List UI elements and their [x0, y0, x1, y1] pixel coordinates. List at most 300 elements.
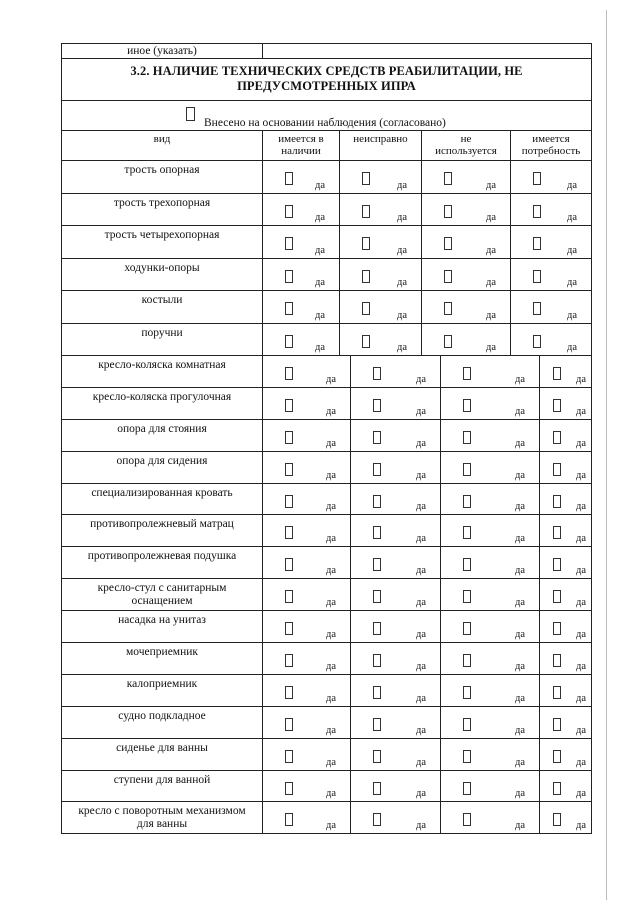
cell-unused — [440, 515, 539, 546]
item-name-line1: трость трехопорная — [113, 196, 211, 209]
table-row — [61, 547, 592, 579]
checkbox[interactable] — [362, 205, 370, 218]
checkbox[interactable] — [285, 237, 293, 250]
checkbox[interactable] — [553, 590, 561, 603]
cell-available — [262, 579, 350, 610]
cell-available — [262, 161, 339, 193]
cell-faulty — [350, 515, 440, 546]
table-row — [61, 324, 592, 357]
item-name-line1: калоприемник — [126, 677, 198, 690]
checkbox[interactable] — [285, 205, 293, 218]
yes-label: да — [314, 277, 325, 288]
yes-label: да — [575, 405, 586, 417]
checkbox[interactable] — [553, 813, 561, 826]
checkbox[interactable] — [373, 686, 381, 699]
checkbox[interactable] — [285, 270, 293, 283]
col-available-line1: имеется в — [278, 133, 324, 145]
checkbox[interactable] — [373, 558, 381, 571]
yes-label: да — [514, 501, 525, 513]
checkbox[interactable] — [285, 590, 293, 603]
checkbox[interactable] — [463, 750, 471, 763]
checkbox[interactable] — [285, 622, 293, 635]
yes-label: да — [325, 660, 336, 672]
yes-label: да — [314, 179, 325, 191]
yes-label: да — [575, 533, 586, 545]
item-name-line1: опора для стояния — [117, 422, 207, 435]
item-name — [62, 324, 262, 356]
col-unused-line1: не — [460, 133, 472, 145]
checkbox[interactable] — [362, 335, 370, 348]
cell-unused — [440, 484, 539, 515]
column-header-row — [61, 131, 592, 161]
cell-unused — [440, 802, 539, 833]
cell-needed — [539, 611, 591, 642]
item-name — [62, 291, 262, 323]
cell-needed — [539, 802, 591, 833]
yes-label: да — [314, 309, 325, 321]
checkbox[interactable] — [373, 431, 381, 444]
col-needed-line2: потребность — [521, 145, 581, 157]
yes-label: да — [485, 179, 496, 191]
checkbox[interactable] — [463, 526, 471, 539]
cell-available — [262, 739, 350, 770]
item-name — [62, 707, 262, 738]
cell-needed — [510, 259, 591, 291]
yes-label: да — [325, 724, 336, 736]
cell-needed — [539, 739, 591, 770]
checkbox[interactable] — [463, 654, 471, 667]
cell-needed — [510, 291, 591, 323]
item-name — [62, 547, 262, 578]
rows-group-a — [61, 161, 592, 356]
yes-label: да — [325, 437, 336, 449]
checkbox[interactable] — [373, 718, 381, 731]
checkbox[interactable] — [444, 270, 452, 283]
cell-needed — [539, 484, 591, 515]
cell-faulty — [339, 194, 421, 226]
item-name-line1: ступени для ванной — [113, 773, 211, 786]
yes-label: да — [514, 756, 525, 768]
cell-faulty — [350, 547, 440, 578]
item-name-line1: трость четырехопорная — [104, 229, 220, 241]
cell-faulty — [339, 226, 421, 258]
item-name-line1: кресло-коляска комнатная — [98, 359, 226, 371]
cell-faulty — [350, 643, 440, 674]
yes-label: да — [575, 660, 586, 672]
cell-needed — [539, 356, 591, 387]
cell-available — [262, 643, 350, 674]
cell-needed — [510, 194, 591, 226]
yes-label: да — [575, 629, 586, 641]
cell-available — [262, 707, 350, 738]
checkbox[interactable] — [533, 237, 541, 250]
cell-faulty — [339, 161, 421, 193]
yes-label: да — [396, 277, 407, 288]
checkbox[interactable] — [362, 302, 370, 315]
cell-unused — [440, 675, 539, 706]
col-needed-line1: имеется — [532, 133, 570, 145]
yes-label: да — [415, 565, 426, 577]
item-name — [62, 226, 262, 258]
item-name-line1: насадка на унитаз — [118, 614, 206, 627]
item-name-line1: мочеприемник — [126, 646, 198, 659]
cell-unused — [440, 579, 539, 610]
cell-unused — [440, 356, 539, 387]
yes-label: да — [314, 244, 325, 256]
cell-unused — [440, 388, 539, 419]
basis-label: Внесено на основании наблюдения (согласовано) — [204, 117, 446, 129]
cell-unused — [440, 547, 539, 578]
cell-faulty — [350, 739, 440, 770]
item-name — [62, 194, 262, 226]
checkbox[interactable] — [285, 367, 293, 380]
yes-label: да — [415, 660, 426, 672]
yes-label: да — [514, 692, 525, 704]
yes-label: да — [325, 692, 336, 704]
checkbox[interactable] — [285, 526, 293, 539]
cell-available — [262, 611, 350, 642]
checkbox[interactable] — [285, 302, 293, 315]
checkbox[interactable] — [553, 431, 561, 444]
yes-label: да — [314, 212, 325, 223]
cell-needed — [539, 452, 591, 483]
yes-label: да — [514, 437, 525, 449]
item-name — [62, 643, 262, 674]
checkbox[interactable] — [533, 302, 541, 315]
yes-label: да — [566, 342, 577, 353]
cell-unused — [440, 707, 539, 738]
yes-label: да — [396, 244, 407, 256]
item-name-line1: ходунки-опоры — [124, 261, 200, 274]
yes-label: да — [575, 469, 586, 481]
item-name — [62, 484, 262, 515]
yes-label: да — [415, 501, 426, 513]
table-row — [61, 739, 592, 771]
cell-unused — [421, 194, 510, 226]
item-name — [62, 161, 262, 193]
cell-available — [262, 324, 339, 356]
table-row — [61, 452, 592, 484]
checkbox[interactable] — [463, 590, 471, 603]
yes-label: да — [325, 629, 336, 641]
yes-label: да — [566, 277, 577, 288]
checkbox[interactable] — [373, 782, 381, 795]
yes-label: да — [325, 597, 336, 609]
yes-label: да — [514, 373, 525, 385]
cell-available — [262, 802, 350, 833]
col-needed — [510, 131, 591, 160]
cell-faulty — [350, 675, 440, 706]
checkbox[interactable] — [463, 813, 471, 826]
yes-label: да — [575, 788, 586, 800]
yes-label: да — [514, 533, 525, 545]
yes-label: да — [415, 724, 426, 736]
item-name-line1: специализированная кровать — [91, 486, 233, 499]
checkbox[interactable] — [533, 172, 541, 185]
item-name-line1: опора для сидения — [116, 454, 208, 467]
checkbox[interactable] — [533, 205, 541, 218]
table-row — [61, 802, 592, 834]
yes-label: да — [514, 565, 525, 577]
checkbox[interactable] — [553, 367, 561, 380]
checkbox[interactable] — [463, 463, 471, 476]
item-name — [62, 739, 262, 770]
checkbox[interactable] — [463, 686, 471, 699]
yes-label: да — [396, 342, 407, 353]
yes-label: да — [396, 309, 407, 321]
checkbox[interactable] — [553, 622, 561, 635]
checkbox[interactable] — [444, 302, 452, 315]
cell-available — [262, 771, 350, 802]
table-row — [61, 226, 592, 259]
yes-label: да — [325, 756, 336, 768]
checkbox[interactable] — [285, 750, 293, 763]
checkbox[interactable] — [444, 205, 452, 218]
cell-unused — [421, 259, 510, 291]
cell-unused — [440, 643, 539, 674]
yes-label: да — [415, 756, 426, 768]
item-name — [62, 579, 262, 610]
yes-label: да — [314, 342, 325, 353]
checkbox[interactable] — [373, 526, 381, 539]
table-row — [61, 675, 592, 707]
item-name-line2: оснащением — [131, 595, 193, 608]
checkbox[interactable] — [373, 622, 381, 635]
item-name-line1: противопролежневый матрац — [90, 518, 234, 531]
cell-faulty — [350, 579, 440, 610]
yes-label: да — [575, 756, 586, 768]
checkbox[interactable] — [362, 270, 370, 283]
item-name — [62, 388, 262, 419]
checkbox[interactable] — [463, 431, 471, 444]
checkbox[interactable] — [444, 172, 452, 185]
checkbox[interactable] — [553, 718, 561, 731]
item-name — [62, 259, 262, 291]
cell-needed — [539, 707, 591, 738]
other-input[interactable] — [262, 44, 591, 58]
section-title-line2: ПРЕДУСМОТРЕННЫХ ИПРА — [237, 79, 416, 93]
yes-label: да — [566, 244, 577, 256]
checkbox[interactable] — [373, 590, 381, 603]
checkbox[interactable] — [285, 172, 293, 185]
checkbox[interactable] — [533, 335, 541, 348]
cell-available — [262, 291, 339, 323]
item-name — [62, 802, 262, 833]
checkbox[interactable] — [373, 495, 381, 508]
checkbox[interactable] — [463, 558, 471, 571]
checkbox[interactable] — [553, 399, 561, 412]
item-name — [62, 452, 262, 483]
yes-label: да — [514, 660, 525, 672]
yes-label: да — [575, 373, 586, 385]
checkbox[interactable] — [533, 270, 541, 283]
item-name-line1: противопролежневая подушка — [87, 550, 237, 563]
yes-label: да — [575, 501, 586, 513]
cell-available — [262, 452, 350, 483]
checkbox[interactable] — [285, 654, 293, 667]
yes-label: да — [514, 405, 525, 417]
table-row — [61, 388, 592, 420]
cell-faulty — [350, 388, 440, 419]
checkbox[interactable] — [373, 654, 381, 667]
cell-faulty — [339, 259, 421, 291]
checkbox[interactable] — [553, 526, 561, 539]
yes-label: да — [325, 533, 336, 545]
yes-label: да — [575, 437, 586, 449]
yes-label: да — [325, 501, 336, 513]
cell-available — [262, 226, 339, 258]
yes-label: да — [514, 629, 525, 641]
yes-label: да — [396, 212, 407, 223]
yes-label: да — [396, 179, 407, 191]
item-name-line1: кресло с поворотным механизмом — [78, 805, 246, 818]
cell-needed — [539, 547, 591, 578]
checkbox[interactable] — [553, 495, 561, 508]
yes-label: да — [485, 212, 496, 223]
checkbox[interactable] — [285, 813, 293, 826]
col-faulty: неисправно — [339, 131, 421, 160]
cell-needed — [539, 675, 591, 706]
cell-unused — [440, 771, 539, 802]
checkbox[interactable] — [285, 399, 293, 412]
checkbox[interactable] — [285, 431, 293, 444]
checkbox[interactable] — [373, 813, 381, 826]
checkbox[interactable] — [373, 750, 381, 763]
checkbox[interactable] — [362, 172, 370, 185]
item-name — [62, 611, 262, 642]
rows-group-b — [61, 356, 592, 834]
cell-needed — [539, 643, 591, 674]
cell-available — [262, 388, 350, 419]
cell-needed — [510, 226, 591, 258]
checkbox[interactable] — [463, 718, 471, 731]
cell-available — [262, 675, 350, 706]
checkbox[interactable] — [463, 782, 471, 795]
checkbox[interactable] — [373, 367, 381, 380]
other-label: иное (указать) — [127, 45, 197, 57]
checkbox[interactable] — [553, 782, 561, 795]
yes-label: да — [575, 820, 586, 832]
section-header — [61, 59, 592, 101]
table-row — [61, 771, 592, 803]
checkbox[interactable] — [463, 399, 471, 412]
checkbox[interactable] — [444, 335, 452, 348]
cell-faulty — [350, 611, 440, 642]
checkbox[interactable] — [373, 399, 381, 412]
checkbox[interactable] — [362, 237, 370, 250]
cell-needed — [539, 771, 591, 802]
checkbox[interactable] — [553, 463, 561, 476]
checkbox[interactable] — [285, 686, 293, 699]
basis-checkbox[interactable] — [186, 107, 195, 121]
table-row — [61, 484, 592, 516]
cell-available — [262, 420, 350, 451]
yes-label: да — [415, 788, 426, 800]
checkbox[interactable] — [285, 558, 293, 571]
yes-label: да — [485, 244, 496, 256]
checkbox[interactable] — [285, 782, 293, 795]
checkbox[interactable] — [553, 558, 561, 571]
col-available-line2: наличии — [281, 145, 321, 157]
table-row — [61, 611, 592, 643]
checkbox[interactable] — [285, 495, 293, 508]
cell-needed — [539, 579, 591, 610]
table-row — [61, 515, 592, 547]
table-row — [61, 291, 592, 324]
checkbox[interactable] — [444, 237, 452, 250]
item-name — [62, 420, 262, 451]
yes-label: да — [485, 277, 496, 288]
checkbox[interactable] — [285, 463, 293, 476]
checkbox[interactable] — [553, 654, 561, 667]
table-row — [61, 707, 592, 739]
yes-label: да — [514, 788, 525, 800]
checkbox[interactable] — [463, 622, 471, 635]
table-row — [61, 420, 592, 452]
cell-needed — [510, 324, 591, 356]
tsr-table — [61, 43, 592, 834]
item-name-line1: костыли — [141, 294, 183, 306]
yes-label: да — [566, 179, 577, 191]
col-available — [262, 131, 339, 160]
checkbox[interactable] — [553, 750, 561, 763]
table-row — [61, 259, 592, 292]
cell-faulty — [350, 452, 440, 483]
checkbox[interactable] — [463, 367, 471, 380]
item-name — [62, 771, 262, 802]
item-name-line2: для ванны — [136, 818, 188, 831]
yes-label: да — [415, 597, 426, 609]
checkbox[interactable] — [373, 463, 381, 476]
cell-unused — [421, 226, 510, 258]
section-title — [62, 59, 591, 94]
yes-label: да — [514, 597, 525, 609]
yes-label: да — [325, 820, 336, 832]
cell-unused — [421, 291, 510, 323]
yes-label: да — [566, 212, 577, 223]
cell-needed — [510, 161, 591, 193]
col-unused — [421, 131, 510, 160]
yes-label: да — [325, 788, 336, 800]
checkbox[interactable] — [463, 495, 471, 508]
yes-label: да — [325, 405, 336, 417]
item-name-line1: кресло-стул с санитарным — [97, 582, 227, 595]
cell-unused — [440, 452, 539, 483]
col-kind: вид — [153, 133, 171, 145]
yes-label: да — [415, 533, 426, 545]
checkbox[interactable] — [553, 686, 561, 699]
yes-label: да — [575, 724, 586, 736]
cell-faulty — [339, 324, 421, 356]
cell-faulty — [350, 771, 440, 802]
cell-unused — [421, 324, 510, 356]
yes-label: да — [325, 373, 336, 385]
cell-faulty — [350, 707, 440, 738]
cell-available — [262, 194, 339, 226]
yes-label: да — [415, 820, 426, 832]
cell-available — [262, 484, 350, 515]
checkbox[interactable] — [285, 718, 293, 731]
page-edge — [606, 10, 607, 900]
table-row — [61, 579, 592, 611]
basis-row — [61, 101, 592, 131]
yes-label: да — [325, 469, 336, 481]
cell-available — [262, 515, 350, 546]
cell-available — [262, 547, 350, 578]
item-name-line1: трость опорная — [124, 164, 200, 176]
checkbox[interactable] — [285, 335, 293, 348]
item-name — [62, 675, 262, 706]
